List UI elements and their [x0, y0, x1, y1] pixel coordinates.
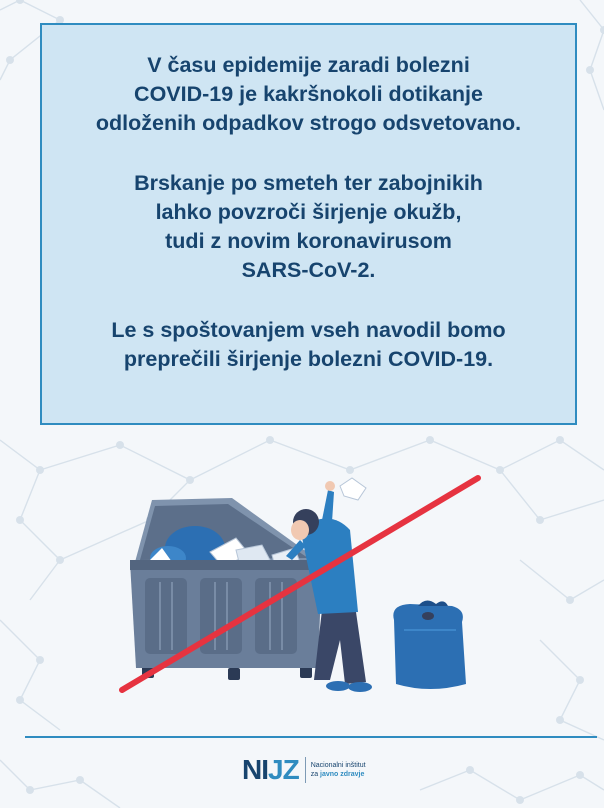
crumpled-paper-icon [340, 478, 366, 500]
notice-paragraph-3: Le s spoštovanjem vseh navodil bomo preprečili širjenje bolezni COVID-19. [111, 318, 506, 371]
logo-separator [305, 757, 306, 783]
nijz-logo [242, 752, 366, 788]
notice-paragraph-1: V času epidemije zaradi bolezni COVID-19 je kakršnokoli dotikanje odloženih odpadkov strogo odsvetovano. [95, 53, 522, 135]
no-scavenging-illustration [80, 470, 540, 710]
logo-org-name: Nacionalni inštitut za javno zdravje [310, 762, 366, 778]
notice-panel [40, 23, 577, 425]
logo-mark: NIJZ [242, 754, 299, 785]
waste-container-icon [130, 560, 322, 668]
container-wheel-icon [142, 666, 312, 680]
ground-bag-icon [393, 600, 466, 689]
footer-divider [25, 736, 597, 738]
notice-paragraph-2: Brskanje po smeteh ter zabojnikih lahko povzroči širjenje okužb, tudi z novim koronavirusom SARS-CoV-2. [134, 171, 483, 282]
